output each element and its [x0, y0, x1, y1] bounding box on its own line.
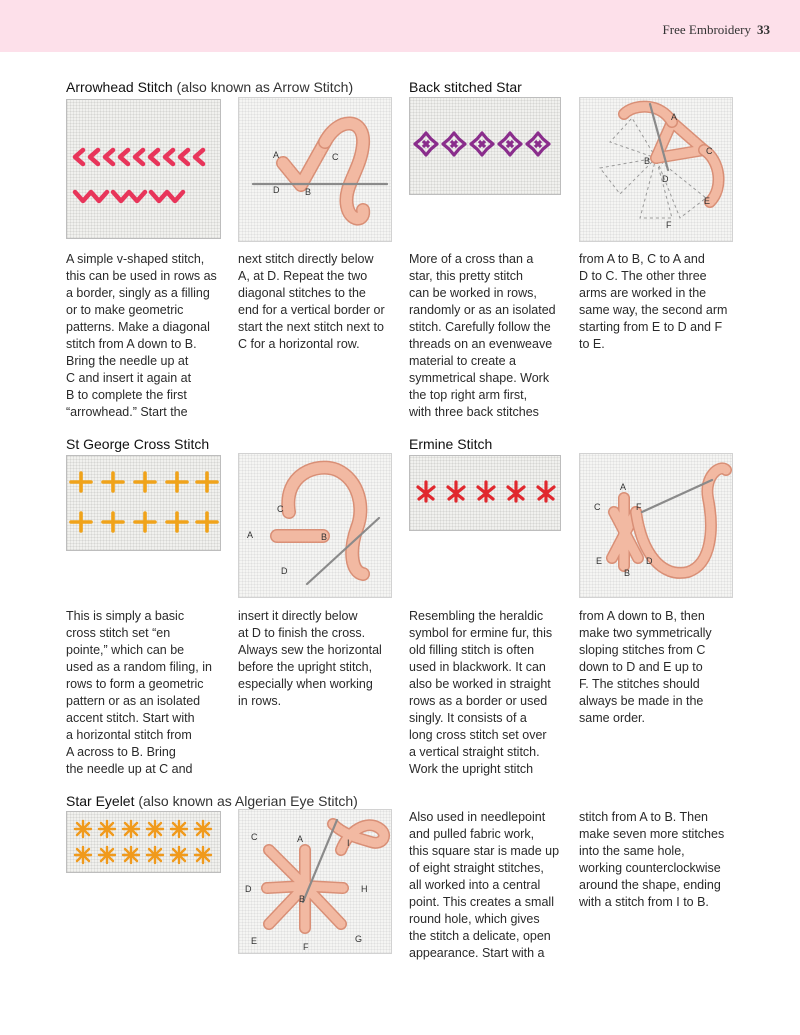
- text-line: stitch from A to B. Then: [579, 810, 708, 824]
- star-eyelet-swatch: [66, 811, 221, 873]
- star-eyelet-swatch-art: [67, 812, 220, 872]
- text-line: at D to finish the cross.: [238, 626, 366, 640]
- text-line: used as a random filing, in: [66, 660, 212, 674]
- label-e: E: [596, 556, 603, 566]
- text-line: point. This creates a small: [409, 895, 554, 909]
- text-line: Work the upright stitch: [409, 762, 534, 776]
- text-line: the stitch a delicate, open: [409, 929, 551, 943]
- label-e: E: [251, 936, 258, 946]
- label-d: D: [273, 185, 280, 195]
- section-title: Free Embroidery: [662, 22, 751, 37]
- text-line: end for a vertical border or: [238, 303, 385, 317]
- star-eyelet-text-col2: [579, 809, 724, 911]
- label-d: D: [662, 174, 669, 184]
- back-star-swatch: [409, 97, 561, 195]
- label-f: F: [666, 220, 672, 230]
- text-line: and pulled fabric work,: [409, 827, 535, 841]
- text-line: F. The stitches should: [579, 677, 700, 691]
- text-line: Also used in needlepoint: [409, 810, 546, 824]
- ermine-text-col2: [579, 608, 712, 727]
- label-d: D: [646, 556, 653, 566]
- back-star-text-col2: [579, 251, 727, 353]
- back-star-title: [409, 79, 522, 95]
- star-eyelet-diagram-art: [239, 810, 391, 953]
- text-line: rows to form a geometric: [66, 677, 204, 691]
- label-a: A: [620, 482, 627, 492]
- arrowhead-working-thread: [325, 123, 363, 218]
- star-eyelet-title: [66, 793, 358, 809]
- arrowhead-title-text: Arrowhead Stitch: [66, 79, 173, 95]
- text-line: Always sew the horizontal: [238, 643, 382, 657]
- text-line: sloping stitches from C: [579, 643, 706, 657]
- text-line: the top right arm first,: [409, 388, 528, 402]
- text-line: from A to B, C to A and: [579, 252, 705, 266]
- text-line: working counterclockwise: [579, 861, 721, 875]
- arrowhead-diagram: [238, 97, 392, 242]
- text-line: accent stitch. Start with: [66, 711, 195, 725]
- text-line: around the shape, ending: [579, 878, 721, 892]
- text-line: to E.: [579, 337, 605, 351]
- st-george-thread: [288, 468, 363, 574]
- st-george-diagram-art: [239, 454, 391, 597]
- text-line: a border, singly as a filling: [66, 286, 210, 300]
- label-e: E: [704, 196, 711, 206]
- ermine-stars: [418, 482, 554, 501]
- ermine-title: [409, 436, 492, 452]
- arrowhead-swatch: [66, 99, 221, 239]
- text-line: symmetrical shape. Work: [409, 371, 550, 385]
- arrowhead-diagram-art: [239, 98, 391, 241]
- st-george-text-col2: [238, 608, 382, 710]
- back-star-text-col1: [409, 251, 556, 421]
- ermine-swatch-art: [410, 456, 560, 530]
- label-a: A: [671, 112, 678, 122]
- text-line: arms are worked in the: [579, 286, 707, 300]
- text-line: A across to B. Bring: [66, 745, 176, 759]
- text-line: appearance. Start with a: [409, 946, 545, 960]
- text-line: make seven more stitches: [579, 827, 725, 841]
- label-a: A: [273, 150, 280, 160]
- running-head: [663, 22, 770, 38]
- text-line: This is simply a basic: [66, 609, 185, 623]
- text-line: from A down to B, then: [579, 609, 705, 623]
- text-line: with a stitch from I to B.: [579, 895, 709, 909]
- text-line: same way, the second arm: [579, 303, 728, 317]
- ermine-diagram-art: [580, 454, 732, 597]
- text-line: B to complete the first: [66, 388, 187, 402]
- text-line: in rows.: [238, 694, 282, 708]
- label-c: C: [332, 152, 339, 162]
- st-george-text-col1: [66, 608, 212, 778]
- st-george-swatch-art: [67, 456, 220, 550]
- needle-icon: [642, 480, 712, 512]
- text-line: singly. It consists of a: [409, 711, 527, 725]
- text-line: all worked into a central: [409, 878, 541, 892]
- label-a: A: [297, 834, 304, 844]
- arrowhead-text-col2: [238, 251, 385, 353]
- label-c: C: [706, 146, 713, 156]
- text-line: this square star is made up: [409, 844, 560, 858]
- text-line: pattern or as an isolated: [66, 694, 201, 708]
- text-line: into the same hole,: [579, 844, 685, 858]
- text-line: make two symmetrically: [579, 626, 712, 640]
- ermine-text-col1: [409, 608, 552, 778]
- text-line: randomly or as an isolated: [409, 303, 556, 317]
- st-george-title: [66, 436, 209, 452]
- label-c: C: [594, 502, 601, 512]
- text-line: or to make geometric: [66, 303, 184, 317]
- text-line: star, this pretty stitch: [409, 269, 523, 283]
- label-b: B: [305, 187, 312, 197]
- label-h: H: [361, 884, 368, 894]
- back-star-diagram: [579, 97, 733, 242]
- text-line: stitch from A down to B.: [66, 337, 197, 351]
- label-d: D: [281, 566, 288, 576]
- text-line: before the upright stitch,: [238, 660, 373, 674]
- text-line: this can be used in rows as: [66, 269, 217, 283]
- label-b: B: [321, 532, 328, 542]
- text-line: More of a cross than a: [409, 252, 534, 266]
- arrowhead-swatch-art: [67, 100, 220, 238]
- star-eyelet-title-text: Star Eyelet: [66, 793, 135, 809]
- text-line: long cross stitch set over: [409, 728, 547, 742]
- text-line: pointe,” which can be: [66, 643, 185, 657]
- text-line: Bring the needle up at: [66, 354, 189, 368]
- text-line: starting from E to D and F: [579, 320, 723, 334]
- text-line: C for a horizontal row.: [238, 337, 360, 351]
- star-eyelet-diagram: [238, 809, 392, 954]
- ermine-diagram: [579, 453, 733, 598]
- text-line: start the next stitch next to: [238, 320, 384, 334]
- text-line: “arrowhead.” Start the: [66, 405, 188, 419]
- text-line: always be made in the: [579, 694, 704, 708]
- text-line: threads on an evenweave: [409, 337, 553, 351]
- label-b: B: [299, 894, 306, 904]
- st-george-crosses: [71, 473, 217, 531]
- back-star-motifs: [415, 133, 549, 155]
- label-b: B: [644, 156, 651, 166]
- back-star-swatch-art: [410, 98, 560, 194]
- text-line: stitch. Carefully follow the: [409, 320, 551, 334]
- text-line: cross stitch set “en: [66, 626, 171, 640]
- text-line: round hole, which gives: [409, 912, 540, 926]
- text-line: patterns. Make a diagonal: [66, 320, 210, 334]
- text-line: C and insert it again at: [66, 371, 192, 385]
- text-line: old filling stitch is often: [409, 643, 535, 657]
- label-c: C: [251, 832, 258, 842]
- st-george-swatch: [66, 455, 221, 551]
- label-a: A: [247, 530, 254, 540]
- st-george-diagram: [238, 453, 392, 598]
- text-line: same order.: [579, 711, 646, 725]
- text-line: symbol for ermine fur, this: [409, 626, 553, 640]
- label-g: G: [355, 934, 363, 944]
- page-number: 33: [757, 22, 770, 37]
- st-george-title-text: St George Cross Stitch: [66, 436, 210, 452]
- ermine-title-text: Ermine Stitch: [409, 436, 493, 452]
- text-line: with three back stitches: [409, 405, 539, 419]
- text-line: rows as a border or used: [409, 694, 548, 708]
- ermine-swatch: [409, 455, 561, 531]
- text-line: a horizontal stitch from: [66, 728, 192, 742]
- text-line: a vertical straight stitch.: [409, 745, 540, 759]
- text-line: A, at D. Repeat the two: [238, 269, 368, 283]
- star-eyelet-text-col1: [409, 809, 559, 962]
- text-line: down to D and E up to: [579, 660, 703, 674]
- label-i: I: [347, 838, 350, 848]
- back-star-title-text: Back stitched Star: [409, 79, 522, 95]
- text-line: Resembling the heraldic: [409, 609, 544, 623]
- text-line: used in blackwork. It can: [409, 660, 546, 674]
- star-eyelet-aka: (also known as Algerian Eye Stitch): [138, 793, 358, 809]
- text-line: insert it directly below: [238, 609, 358, 623]
- label-d: D: [245, 884, 252, 894]
- text-line: also be worked in straight: [409, 677, 551, 691]
- text-line: material to create a: [409, 354, 516, 368]
- label-c: C: [277, 504, 284, 514]
- star-eyelet-stitches: [267, 850, 343, 928]
- label-f: F: [636, 502, 642, 512]
- text-line: of eight straight stitches,: [409, 861, 544, 875]
- star-eyelet-stars: [75, 821, 211, 863]
- arrowhead-text-col1: [66, 251, 217, 421]
- arrowhead-title: [66, 79, 353, 95]
- back-star-diagram-art: [580, 98, 732, 241]
- text-line: especially when working: [238, 677, 373, 691]
- arrowhead-stitches: [283, 142, 325, 185]
- text-line: the needle up at C and: [66, 762, 193, 776]
- text-line: D to C. The other three: [579, 269, 707, 283]
- arrowhead-aka: (also known as Arrow Stitch): [176, 79, 354, 95]
- label-f: F: [303, 942, 309, 952]
- label-b: B: [624, 568, 631, 578]
- text-line: can be worked in rows,: [409, 286, 537, 300]
- text-line: A simple v-shaped stitch,: [66, 252, 205, 266]
- text-line: diagonal stitches to the: [238, 286, 366, 300]
- text-line: next stitch directly below: [238, 252, 374, 266]
- arrowhead-chevrons: [75, 150, 203, 201]
